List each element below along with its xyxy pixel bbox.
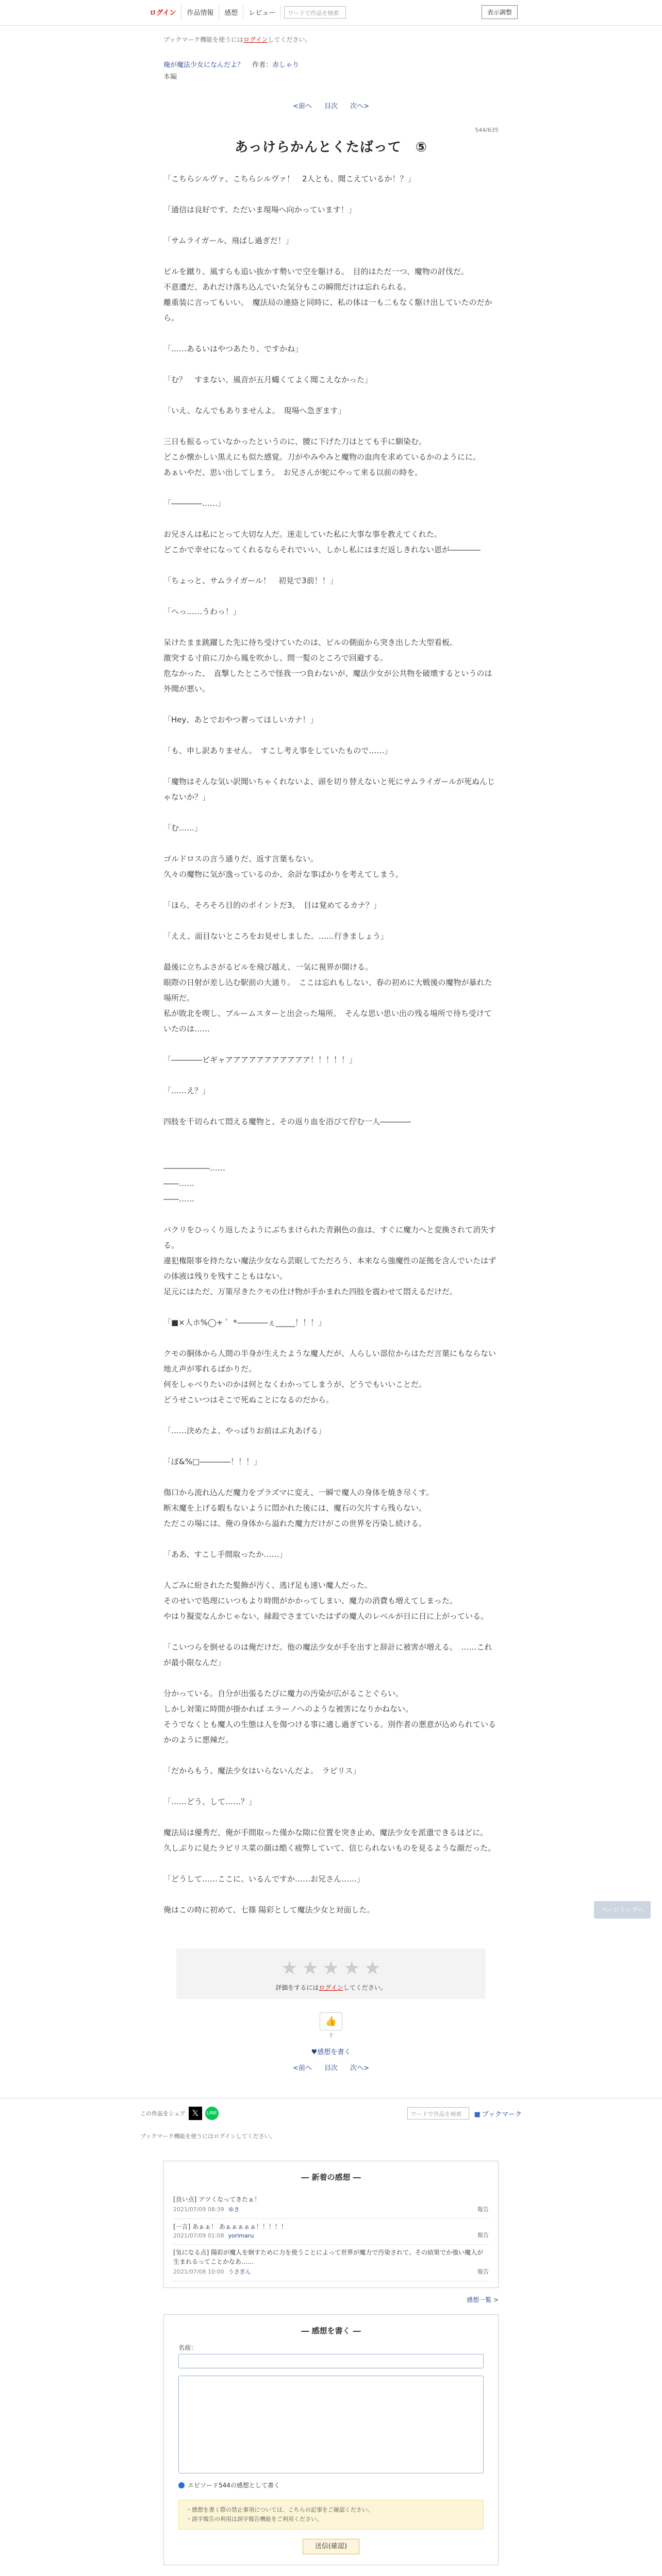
body-line <box>163 1856 499 1871</box>
novel-body <box>163 171 499 1918</box>
body-line <box>163 727 499 743</box>
next-link[interactable]: 次へ> <box>350 2064 370 2072</box>
body-line: 四肢を千切られて悶える魔物と、その返り血を浴びて佇む一人―――― <box>163 1117 411 1126</box>
prev-link[interactable]: <前へ <box>292 103 312 110</box>
star-icon[interactable]: ★ <box>281 1958 298 1979</box>
body-line <box>163 418 499 434</box>
body-line <box>163 1098 499 1114</box>
body-line <box>163 1037 499 1052</box>
body-line: ゴルドロスの言う通りだ、返す言葉もない。 <box>163 854 319 863</box>
line-share-icon[interactable]: LINE <box>205 2107 219 2120</box>
body-line <box>163 1887 499 1902</box>
body-line <box>163 1129 499 1145</box>
body-line: ただこの場には、俺の身体から溢れた魔力だけがこの世界を汚染し続ける。 <box>163 1519 427 1528</box>
body-line: 「む……」 <box>163 823 203 833</box>
body-line: どうせこいつはそこで死ぬことになるのだから。 <box>163 1395 334 1404</box>
body-line: 激突する寸前に刀から鳳を吹かし、間一髪のところで回避する。 <box>163 653 388 663</box>
bookmark-note-text-after: してください。 <box>268 36 311 43</box>
body-line: 「……決めたよ、やっぱりお前はぶ丸あげる」 <box>163 1426 326 1435</box>
body-line: 最後に立ちふさがるビルを飛び越え、一気に視界が開ける。 <box>163 962 373 972</box>
next-link[interactable]: 次へ> <box>350 103 370 110</box>
body-line: 「ええ、面目ないところをお見せしました。……行きましょう」 <box>163 931 388 941</box>
author-label: 作者： <box>252 61 273 69</box>
share-label: この作品をシェア <box>140 2110 186 2117</box>
impression-user-link[interactable]: yorimaru <box>228 2232 254 2239</box>
impression-date: 2021/07/09 08:39 <box>173 2206 224 2213</box>
prev-link[interactable]: <前へ <box>292 2064 312 2072</box>
body-line: どこかで幸せになってくれるならそれでいい、しかし私にはまだ返しきれない恩が―――― <box>163 545 481 554</box>
body-line: 「……え？」 <box>163 1086 210 1095</box>
impression-meta <box>173 2205 489 2213</box>
author-info <box>252 61 299 69</box>
body-line: 「魔物はそんな気い訳聞いちゃくれないよ、頭を切り替えないと死にサムライガールが死ぬんじゃないか？」 <box>163 777 495 802</box>
like-button[interactable]: 👍 <box>320 2012 342 2030</box>
impression-meta <box>173 2267 489 2276</box>
pager-bottom <box>163 2062 499 2072</box>
body-line <box>163 1531 499 1547</box>
impression-text: [良い点] アツくなってきたぁ！ <box>173 2196 261 2203</box>
recent-impressions <box>163 2161 499 2288</box>
star-icon[interactable]: ★ <box>364 1958 381 1979</box>
body-line <box>163 1207 499 1222</box>
body-line: どこか懐かしい黒えにも似た感覚。刀がやみやみと魔物の血肉を求めているかのようにに。 <box>163 452 481 462</box>
impression-item <box>173 2192 489 2219</box>
rating-note-text-after: してください。 <box>343 1984 387 1991</box>
body-line: 「■×人ホ%◯+ ゜*――――ぇ_____！！！」 <box>163 1318 326 1327</box>
body-line: バクリをひっくり返したようにぶちまけられた青銅色の血は、すぐに魔力へと変換されて消失する。 <box>163 1225 496 1250</box>
nav-novel-info[interactable]: 作品情報 <box>181 5 219 19</box>
body-line <box>163 1562 499 1578</box>
body-line: 「む？ すまない、風音が五月蠅くてよく聞こえなかった」 <box>163 375 373 384</box>
bookmark-login-link[interactable]: ログイン <box>243 36 268 43</box>
impression-date: 2021/07/09 01:08 <box>173 2232 224 2239</box>
body-line <box>163 944 499 959</box>
rating-note-text: 評価をするには <box>275 1984 319 1991</box>
body-line <box>163 1145 499 1160</box>
checkbox-label: エピソード544の感想として書く <box>188 2482 280 2489</box>
body-line <box>163 1299 499 1315</box>
body-line <box>163 1438 499 1454</box>
body-line: お兄さんは私にとって大切な人だ。迷走していた私に大事な事を教えてくれた。 <box>163 530 442 539</box>
novel-info <box>163 59 499 81</box>
body-line <box>163 882 499 897</box>
body-line <box>163 1624 499 1639</box>
body-line <box>163 588 499 604</box>
impression-form <box>163 2314 499 2565</box>
body-line: 断末魔を上げる暇もないように悶かれた後には、魔石の欠片すら残らない。 <box>163 1503 427 1513</box>
write-impression-link[interactable]: ♥感想を書く <box>311 2048 351 2056</box>
main-content <box>163 35 499 2072</box>
page-number: 544/635 <box>475 127 499 133</box>
impression-text: [一言] あぁぁ！ あぁぁぁぁぁ！！！！！ <box>173 2223 287 2230</box>
nav-impressions[interactable]: 感想 <box>219 5 243 19</box>
body-line: クモの胴体から人間の半身が生えたような魔人だが、人らしい部位からはただ言葉にもならない地え声が零れるばかりだ。 <box>163 1349 496 1374</box>
body-line: 呆けたまま跳躍した先に待ち受けていたのは、ビルの側面から突き出した大型看板。 <box>163 638 458 647</box>
form-notes <box>178 2500 484 2530</box>
body-line: 私が敗北を喫し、ブルームスターと出会った場所。 そんな思い思い出の残る場所で待ち受けていたのは…… <box>163 1009 492 1033</box>
body-line: そうでなくとも魔人の生態は人を傷つける事に適し過ぎている。別作者の悪意が込められているかのように悪辣だ。 <box>163 1720 496 1744</box>
body-line: 「こちらシルヴァ、こちらシルヴァ！ 2人とも、聞こえているか！？」 <box>163 174 416 183</box>
body-line: 傷口から流れ込んだ魔力をプラズマに変え、一瞬で魔人の身体を焼き尽くす。 <box>163 1488 434 1497</box>
body-line <box>163 1748 499 1763</box>
episode-title: あっけらかんとくたばって ⑤ <box>235 140 427 155</box>
novel-title-link[interactable]: 俺が魔法少女になんだよ？ <box>163 61 244 69</box>
body-line: 魔法局は優秀だ、俺が手間取った僅かな隙に位置を突き止め、魔法少女を派遣できるほどに。 <box>163 1828 488 1837</box>
impression-user-link[interactable]: うさぎん <box>228 2268 251 2275</box>
body-line: 「サムライガール、飛ばし過ぎだ！」 <box>163 236 293 245</box>
body-line <box>163 758 499 774</box>
body-line <box>163 1408 499 1423</box>
body-line <box>163 187 499 202</box>
body-line <box>163 697 499 712</box>
body-line: 「ああ、すこし手間取ったか……」 <box>163 1550 287 1559</box>
body-line: ――――――…… <box>163 1163 225 1173</box>
body-line: 何をしゃべりたいのかは何となくわかってしまうが、どうでもいいことだ。 <box>163 1380 427 1389</box>
impressions-heading: ― 新着の感想 ― <box>301 2173 361 2182</box>
body-line: 俺はこの時に初めて、七篠 陽彩として魔法少女と対面した。 <box>163 1905 375 1914</box>
body-line: 「Hey、あとでおやつ奢ってほしいカナ！」 <box>163 715 318 724</box>
like-count: ? <box>329 2032 333 2039</box>
body-line <box>163 248 499 264</box>
body-line: 「通信は良好です、ただいま現場へ向かっています！」 <box>163 205 356 214</box>
body-line: 三日も振るっていなかったというのに、腰に下げた刀はとても手に馴染む。 <box>163 437 427 446</box>
body-line <box>163 1670 499 1686</box>
body-line <box>163 511 499 527</box>
chapter-name: 本編 <box>163 73 177 81</box>
impression-date: 2021/07/08 10:00 <box>173 2268 224 2275</box>
top-bar <box>0 0 662 26</box>
bookmark-button[interactable]: ■ ブックマーク <box>474 2109 522 2119</box>
body-line <box>163 619 499 635</box>
checkbox-icon[interactable] <box>178 2482 185 2488</box>
body-line <box>163 1067 499 1083</box>
body-line <box>163 480 499 496</box>
body-line: ビルを蹴り、風すらも追い抜かす勢いで空を駆ける。 目的はただ一つ、魔物の討伐だ。 <box>163 267 469 276</box>
body-line: 分かっている。自分が出張るたびに魔力の汚染が広がることぐらい。 <box>163 1689 404 1698</box>
search-input[interactable]: ワードで作品を検索 <box>284 6 346 19</box>
author-link[interactable]: 赤しゃり <box>272 61 300 69</box>
body-line: 「だからもう、魔法少女はいらないんだよ。 ラピリス」 <box>163 1766 361 1775</box>
display-settings-button[interactable]: 表示調整 <box>482 5 518 19</box>
body-line: 「……どう、して……？」 <box>163 1797 257 1806</box>
body-line: 「ほら、そろそろ目的のポイントだ3。 目は覚めてるカナ？」 <box>163 901 382 910</box>
search-input-bottom[interactable]: ワードで作品を検索 <box>407 2107 469 2120</box>
body-line: そのせいで処理にいつもより時間がかかってしまい、魔力の消費も増えてしまった。 <box>163 1596 458 1605</box>
bookmark-note <box>163 35 499 44</box>
rating-stars <box>176 1958 486 1979</box>
episode-checkbox[interactable] <box>178 2481 484 2489</box>
body-line: 違犯権限事を持たない魔法少女なら芸眠してただろう、本来なら強魔性の証拠を含んでいたはずの体液は残りを残すこともはない。 <box>163 1256 496 1281</box>
impressions-list-link[interactable]: 感想一覧 > <box>467 2296 499 2303</box>
star-icon[interactable]: ★ <box>322 1958 340 1979</box>
pager-top <box>163 100 499 110</box>
body-line <box>163 805 499 820</box>
report-link[interactable]: 報告 <box>477 2268 489 2275</box>
page-top-button[interactable]: ページトップへ <box>594 1901 651 1919</box>
impression-user-link[interactable]: ゆき <box>228 2206 240 2213</box>
impression-item <box>173 2245 489 2281</box>
star-icon[interactable]: ★ <box>302 1958 319 1979</box>
form-heading: ― 感想を書く ― <box>301 2326 361 2335</box>
nav-review[interactable]: レビュー <box>243 5 281 19</box>
bookmark-note-text: ブックマーク機能を使うには <box>163 36 244 43</box>
body-line: ――…… <box>163 1179 194 1188</box>
form-note: ・誤字報告の利用は誤字報告機能をご利用ください。 <box>186 2516 322 2522</box>
body-line: 「も、申し訳ありません。 すこし考え事をしていたもので……」 <box>163 746 392 755</box>
name-label: 名前： <box>178 2344 197 2351</box>
rating-note <box>176 1983 486 1992</box>
impression-textarea[interactable] <box>178 2376 484 2473</box>
rating-login-link[interactable]: ログイン <box>319 1984 343 1991</box>
form-note: ・感想を書く際の禁止事項については、こちらの記事をご確認ください。 <box>186 2506 373 2513</box>
body-line: 足元にはただ、万策尽きたクモの仕け物が手かまれた四肢を震わせて悶えるだけだ。 <box>163 1287 458 1296</box>
bookmark-note-bottom: ブックマーク機能を使うにはログインしてください。 <box>140 2133 276 2140</box>
top-nav <box>144 5 346 19</box>
login-link[interactable]: ログイン <box>144 5 181 19</box>
body-line <box>163 326 499 341</box>
name-field[interactable] <box>178 2354 484 2368</box>
body-line: 「――――……」 <box>163 499 226 508</box>
body-line <box>163 357 499 372</box>
body-line: 「――――ピギャアアアアアアアアアアア！！！！！」 <box>163 1055 357 1064</box>
body-line <box>163 1778 499 1794</box>
body-line <box>163 217 499 233</box>
toc-link[interactable]: 目次 <box>324 2064 338 2072</box>
toc-link[interactable]: 目次 <box>324 103 338 110</box>
rating-box <box>176 1948 486 1999</box>
body-line: 離重装に言ってもいい。 魔法局の連絡と同時に、私の体は一も二もなく駆け出していたのだから。 <box>163 298 492 323</box>
body-line: やはり擬変なんかじゃない、縁殺でさまていたはずの魔人のレベルが日に日に上がっている。 <box>163 1612 489 1621</box>
body-line: 危なかった、 直撃したところで怪我一つ負わないが、魔法少女が公共物を破壊するというのは外聞が悪い。 <box>163 669 492 693</box>
submit-button[interactable]: 送信(確認) <box>303 2539 359 2554</box>
body-line: 「へっ……うわっ！」 <box>163 607 241 616</box>
body-line <box>163 1330 499 1346</box>
body-line: あぁいやだ、思い出してしまう。 お兄さんが蛇にやって来る以前の時を。 <box>163 468 423 477</box>
body-line <box>163 557 499 573</box>
like-box <box>163 2012 499 2039</box>
body-line: しかし対策に時間が掛かれば エラーノへのような被害になりかねない。 <box>163 1704 413 1714</box>
body-line: 「ぼ&%□――――！！！」 <box>163 1457 262 1466</box>
report-link[interactable]: 報告 <box>477 2206 489 2213</box>
body-line <box>163 1469 499 1485</box>
body-line: 人ごみに紛されたた髪飾が汚く、逃げ足も速い魔人だった。 <box>163 1581 372 1590</box>
body-line: 眼際の日射が差し込む駅前の大通り。 ここは忘れもしない、春の初めに大戦後の魔物が暴れた場所だ。 <box>163 978 492 1003</box>
body-line: ――…… <box>163 1194 194 1204</box>
body-line <box>163 913 499 928</box>
body-line: 「いえ、なんでもありませんよ。 現場へ急ぎます」 <box>163 406 346 415</box>
report-link[interactable]: 報告 <box>477 2232 489 2239</box>
body-line: 不意遭だ、あれだけ落ち込んでいた気分もこの瞬間だけは忘れられる。 <box>163 282 411 292</box>
body-line <box>163 387 499 403</box>
body-line: 「こいつらを倒せるのは俺だけだ。他の魔法少女が手を出すと辞計に被害が増える。 ……これが最小限なんだ」 <box>163 1642 492 1667</box>
body-line <box>163 1809 499 1825</box>
star-icon[interactable]: ★ <box>343 1958 360 1979</box>
impression-text: [気になる点] 陽彩が魔人を倒すために力を使うことによって世界が魔力で汚染されて、その結果でか強い魔人が生まれるってことかなあ…… <box>173 2249 483 2265</box>
body-line <box>163 836 499 851</box>
impression-meta <box>173 2232 489 2239</box>
body-line: 久々の魔物に気が逸っているのか、余計な事ばかりを考えてしまう。 <box>163 870 404 879</box>
body-line: 「……あるいはやつあたり、ですかね」 <box>163 344 303 353</box>
x-share-icon[interactable]: 𝕏 <box>189 2107 202 2120</box>
body-line: 久しぶりに見たラピリス菜の顔は酷く疲弊していて、信じられないものを見るような顔だった。 <box>163 1843 496 1853</box>
share-bar <box>0 2098 662 2130</box>
body-line: 「どうして……ここに、いるんですか……お兄さん……」 <box>163 1874 365 1884</box>
impression-item <box>173 2219 489 2245</box>
body-line: 「ちょっと、サムライガール！ 初見で3前！！」 <box>163 576 338 585</box>
